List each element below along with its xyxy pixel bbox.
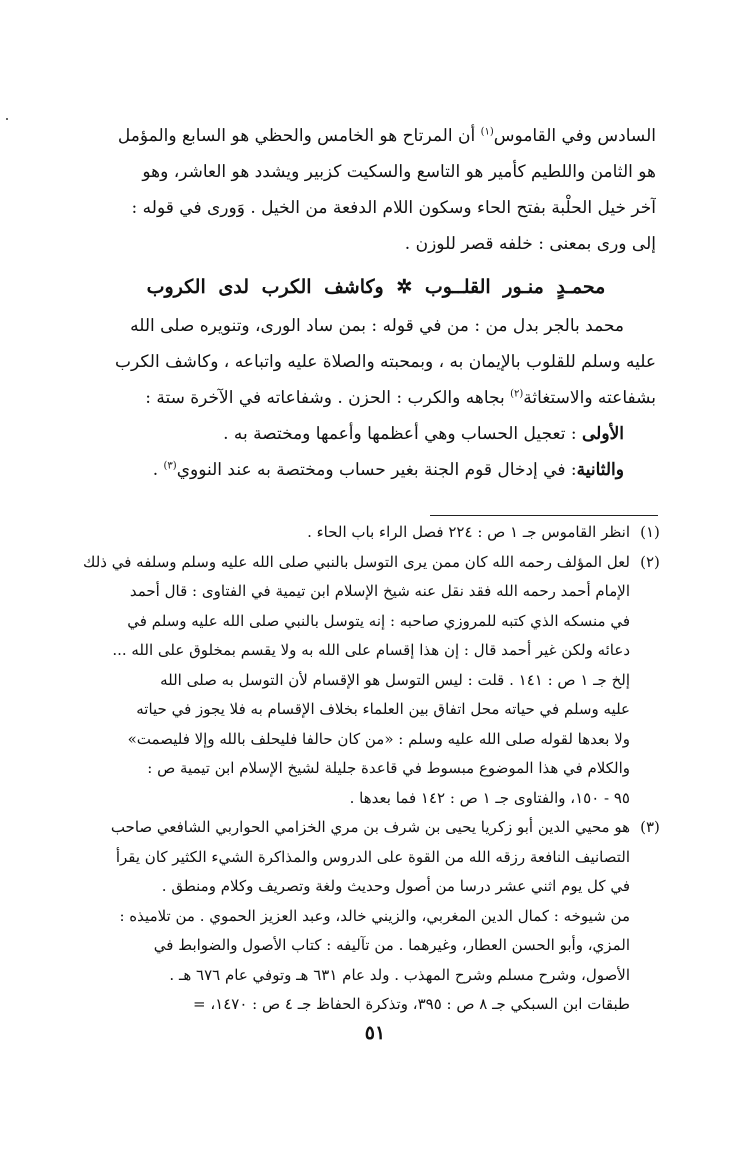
list-item — [96, 452, 656, 488]
footnote-line: الإمام أحمد رحمه الله فقد نقل عنه شيخ الإسلام ابن تيمية في الفتاوى : قال أحمد — [129, 582, 630, 600]
footnote-line: هو محيي الدين أبو زكريا يحيى بن شرف بن مري الخزامي الحواربي الشافعي صاحب — [110, 818, 630, 836]
footnote — [83, 548, 670, 814]
footnote-line: من شيوخه : كمال الدين المغربي، والزيني خالد، وعبد العزيز الحموي . من تلاميذه : — [119, 906, 630, 925]
footnote-body — [88, 518, 630, 548]
text-line: محمد بالجر بدل من : من في قوله : بمن ساد الورى، وتنويره صلى الله — [130, 316, 624, 336]
footnote-line: المزي، وأبو الحسن العطار، وغيرهما . من تآليفه : كتاب الأصول والضوابط في — [153, 936, 630, 954]
footnote — [88, 518, 670, 548]
footnote-line: والكلام في هذا الموضوع مبسوط في قاعدة جليلة لشيخ الإسلام ابن تيمية ص : — [147, 759, 630, 777]
footnote-line: التصانيف النافعة رزقه الله من القوة على الدروس والمذاكرة الشيء الكثير كان يقرأ — [115, 847, 630, 866]
item-text: : في إدخال قوم الجنة بغير حساب ومختصة به عند النووي — [176, 460, 577, 480]
footnote-line: عليه وسلم في حياته محل اتفاق بين العلماء بخلاف الإقسام به فلا يجوز في حياته — [136, 700, 630, 718]
footnote-line: إلخ جـ ١ ص : ١٤١ . قلت : ليس التوسل هو الإقسام لأن التوسل به صلى الله — [160, 670, 630, 689]
item-text: . — [152, 460, 164, 480]
footnote-line: ٩٥ - ١٥٠، والفتاوى جـ ١ ص : ١٤٢ فما بعدها . — [349, 788, 630, 807]
footnote-line: في منسكه الذي كتبه للمروزي صاحبه : إنه يتوسل بالنبي صلى الله عليه وسلم في — [127, 611, 630, 630]
footnote-number: (٣) — [640, 818, 660, 836]
footnotes — [83, 518, 670, 1020]
text-line: إلى ورى بمعنى : خلفه قصر للوزن . — [404, 234, 656, 254]
footnote-line: لعل المؤلف رحمه الله كان ممن يرى التوسل بالنبي صلى الله عليه وسلم وسلفه في ذلك — [83, 552, 630, 571]
footnote-line: الأصول، وشرح مسلم وشرح المهذب . ولد عام ٦٣١ هـ وتوفي عام ٦٧٦ هـ . — [169, 965, 630, 984]
item-label: الأولى — [582, 424, 624, 444]
footnote-line: طبقات ابن السبكي جـ ٨ ص : ٣٩٥، وتذكرة الحفاظ جـ ٤ ص : ١٤٧٠، = — [192, 995, 630, 1013]
footnote-line: ولا بعدها لقوله صلى الله عليه وسلم : «من كان حالفا فليحلف بالله وإلا فليصمت» — [127, 729, 630, 748]
footnote-line: دعائه ولكن غير أحمد قال : إن هذا إقسام على الله به ولا يقسم بمخلوق على الله ... — [112, 641, 630, 659]
item-text: : تعجيل الحساب وهي أعظمها وأعمها ومختصة به . — [223, 424, 583, 444]
footnote-body — [88, 813, 630, 1020]
text-line: هو الثامن واللطيم كأمير هو التاسع والسكيت كزبير ويشدد هو العاشر، وهو — [142, 162, 656, 182]
scan-speck — [6, 118, 8, 120]
footnote-line: انظر القاموس جـ ١ ص : ٢٢٤ فصل الراء باب الحاء . — [307, 523, 630, 541]
text-span: بجاهه والكرب : الحزن . وشفاعاته في الآخرة ستة : — [145, 388, 511, 408]
footnote-number: (١) — [640, 523, 660, 541]
main-text — [96, 118, 656, 488]
text-line: عليه وسلم للقلوب بالإيمان به ، وبمحبته والصلاة عليه واتباعه ، وكاشف الكرب — [115, 352, 656, 372]
text-span: بشفاعته والاستغاثة — [523, 388, 656, 408]
text-span: السادس وفي القاموس — [493, 126, 656, 146]
item-label: والثانية — [576, 460, 624, 480]
text-span: أن المرتاح هو الخامس والحظي هو السابع والمؤمل — [117, 126, 481, 146]
list-item — [96, 416, 656, 452]
footnote-ref: (٢) — [510, 388, 524, 400]
text-line — [96, 380, 656, 416]
footnote-ref: (٣) — [163, 460, 177, 472]
page-number: ٥١ — [364, 1022, 386, 1044]
text-line: آخر خيل الحلْبة بفتح الحاء وسكون اللام الدفعة من الخيل . وَورى في قوله : — [131, 198, 656, 218]
footnote-line: في كل يوم اثني عشر درسا من أصول وحديث ولغة وتصريف وكلام ومنطق . — [161, 877, 630, 895]
footnote — [88, 813, 670, 1020]
poem-verse: محمـدٍ منـور القلــوب ✲ وكاشف الكرب لدى الكروب — [146, 276, 606, 298]
footnote-separator — [430, 515, 658, 516]
text-line — [96, 118, 656, 154]
footnote-body — [83, 548, 630, 814]
footnote-ref: (١) — [480, 126, 494, 138]
footnote-number: (٢) — [640, 552, 660, 571]
